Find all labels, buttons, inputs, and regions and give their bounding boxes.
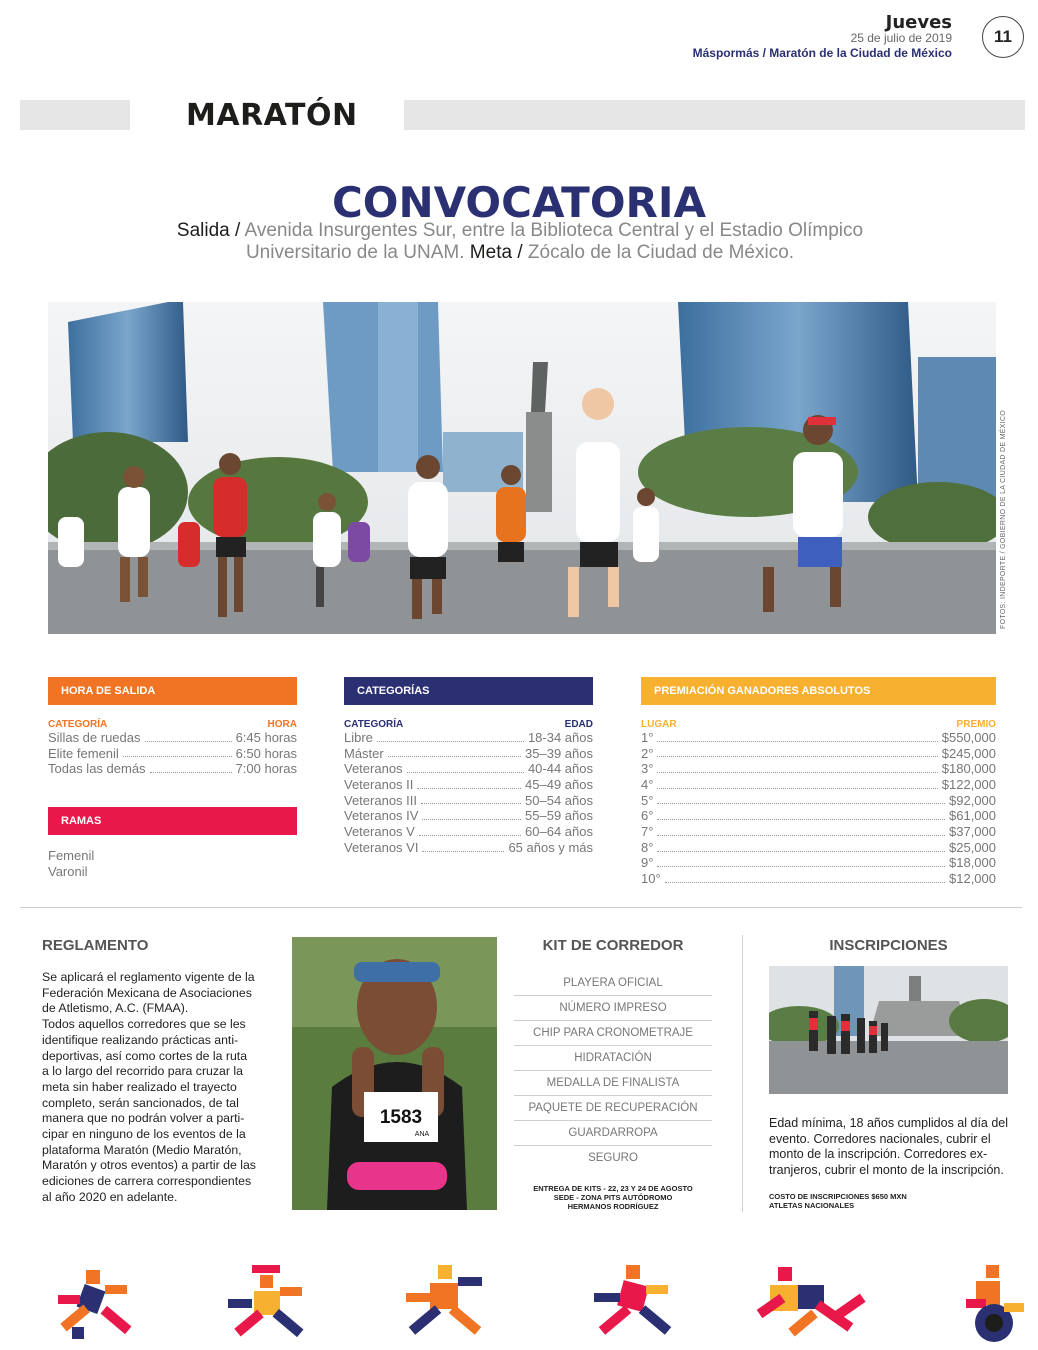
hora-salida-box — [48, 677, 297, 777]
hora-salida-colhead — [48, 719, 297, 730]
table-row — [48, 746, 297, 762]
col-categoria: CATEGORÍA — [48, 719, 108, 730]
col-hora: HORA — [267, 719, 297, 730]
kit-item: CHIP PARA CRONOMETRAJE — [514, 1021, 712, 1046]
reglamento-title: REGLAMENTO — [42, 937, 149, 954]
table-row — [344, 777, 593, 793]
leader-dots — [145, 741, 232, 742]
text-line: deportivas, así como cortes de la ruta — [42, 1048, 248, 1063]
row-label: Veteranos II — [344, 777, 414, 793]
header-day: Jueves — [885, 12, 952, 33]
table-row — [344, 761, 593, 777]
row-value: 18-34 años — [527, 729, 593, 745]
section-bar-left — [20, 100, 130, 130]
ramas-item: Femenil — [48, 848, 95, 863]
table-row — [641, 808, 996, 824]
row-value: 60–64 años — [525, 824, 593, 840]
leader-dots — [657, 851, 945, 852]
table-row — [641, 746, 996, 762]
leader-dots — [150, 772, 232, 773]
row-label: 7° — [641, 824, 654, 840]
row-value: 6:50 horas — [235, 745, 297, 761]
categorias-rows — [344, 730, 593, 856]
leader-dots — [123, 756, 232, 757]
row-label: Veteranos III — [344, 792, 417, 808]
wheelchair-pictogram-icon — [960, 1263, 1030, 1345]
leader-dots — [417, 788, 521, 789]
text-line: al año 2020 en adelante. — [42, 1189, 178, 1204]
row-value: 55–59 años — [525, 808, 593, 824]
table-row — [344, 808, 593, 824]
row-label: Elite femenil — [48, 745, 119, 761]
table-row — [641, 871, 996, 887]
col-edad: EDAD — [564, 719, 593, 730]
text-line: manera que no podrán volver a parti- — [42, 1111, 245, 1126]
row-value: $180,000 — [941, 761, 996, 777]
row-value: $245,000 — [941, 745, 996, 761]
runner-pictogram-icon — [222, 1263, 312, 1345]
categorias-colhead — [344, 719, 593, 730]
row-value: $61,000 — [949, 808, 996, 824]
col-lugar: LUGAR — [641, 719, 677, 730]
text-line: Se aplicará el reglamento vigente de la — [42, 970, 255, 984]
row-label: Veteranos — [344, 761, 403, 777]
row-label: 8° — [641, 839, 654, 855]
ramas-item: Varonil — [48, 864, 88, 879]
text-line: tranjeros, cubrir el monto de la inscripción. — [769, 1163, 1004, 1178]
leader-dots — [422, 819, 521, 820]
kit-note — [514, 1184, 712, 1211]
hora-salida-rows — [48, 730, 297, 777]
divider — [20, 907, 1022, 908]
table-row — [48, 761, 297, 777]
row-value: $122,000 — [941, 777, 996, 793]
salida-label: Salida / — [176, 220, 241, 241]
row-value: $37,000 — [949, 824, 996, 840]
runner-bib-name: ANA — [414, 1131, 430, 1138]
text-line: Edad mínima, 18 años cumplidos al día del — [769, 1116, 1009, 1130]
leader-dots — [657, 866, 945, 867]
header-section: Máspormás / Maratón de la Ciudad de México — [692, 46, 952, 60]
leader-dots — [421, 803, 521, 804]
table-row — [344, 746, 593, 762]
row-label: 3° — [641, 761, 654, 777]
col-premio: PREMIO — [956, 719, 996, 730]
runner-pictogram-icon — [588, 1263, 680, 1345]
table-row — [641, 777, 996, 793]
subtitle-line-1 — [60, 220, 980, 242]
leader-dots — [422, 851, 504, 852]
kit-item: PAQUETE DE RECUPERACIÓN — [514, 1096, 712, 1121]
section-title: MARATÓN — [186, 98, 358, 133]
leader-dots — [419, 835, 521, 836]
kit-note-line: ENTREGA DE KITS - 22, 23 Y 24 DE AGOSTO — [533, 1184, 693, 1193]
leader-dots — [657, 788, 937, 789]
row-label: Libre — [344, 729, 373, 745]
meta-text: Zócalo de la Ciudad de México. — [527, 242, 795, 263]
column-divider — [742, 935, 743, 1212]
row-label: Veteranos IV — [344, 808, 419, 824]
row-value: 65 años y más — [508, 839, 593, 855]
leader-dots — [377, 741, 524, 742]
table-row — [641, 856, 996, 872]
row-value: $18,000 — [949, 855, 996, 871]
subtitle-line-2 — [60, 242, 980, 264]
table-row — [344, 730, 593, 746]
text-line: plataforma Maratón (Medio Maratón, — [42, 1142, 242, 1157]
meta-label: Meta / — [469, 242, 523, 263]
row-label: Veteranos VI — [344, 839, 419, 855]
row-value: 35–39 años — [525, 745, 593, 761]
kit-item: HIDRATACIÓN — [514, 1046, 712, 1071]
ramas-box — [48, 807, 297, 880]
row-label: 5° — [641, 792, 654, 808]
section-bar-right — [404, 100, 1025, 130]
kit-item: PLAYERA OFICIAL — [514, 971, 712, 996]
leader-dots — [657, 772, 937, 773]
table-row — [641, 840, 996, 856]
row-label: 6° — [641, 808, 654, 824]
categorias-title: CATEGORÍAS — [344, 677, 593, 705]
leader-dots — [657, 819, 945, 820]
kit-title: KIT DE CORREDOR — [542, 937, 684, 954]
leader-dots — [657, 835, 945, 836]
page-number: 11 — [982, 16, 1024, 58]
text-line: completo, serán sancionados, de tal — [42, 1095, 239, 1110]
row-label: Máster — [344, 745, 384, 761]
row-value: 40-44 años — [527, 761, 593, 777]
runner-photo — [292, 937, 497, 1210]
leader-dots — [388, 756, 521, 757]
photo-credit: FOTOS: INDEPORTE / GOBIERNO DE LA CIUDAD DE MÉXICO — [1000, 410, 1007, 629]
row-value: $25,000 — [949, 839, 996, 855]
table-row — [344, 793, 593, 809]
premiacion-rows — [641, 730, 996, 887]
kit-note-line: HERMANOS RODRÍGUEZ — [567, 1202, 659, 1211]
col-categoria: CATEGORÍA — [344, 719, 404, 730]
kit-note-line: SEDE - ZONA PITS AUTÓDROMO — [553, 1193, 673, 1202]
table-row — [48, 730, 297, 746]
row-label: Sillas de ruedas — [48, 729, 141, 745]
runner-pictogram-icon — [50, 1265, 140, 1345]
premiacion-title: PREMIACIÓN GANADORES ABSOLUTOS — [641, 677, 996, 705]
inscripciones-note-line: ATLETAS NACIONALES — [769, 1201, 855, 1210]
row-label: 4° — [641, 777, 654, 793]
inscripciones-note-line: COSTO DE INSCRIPCIONES $650 MXN — [769, 1192, 907, 1201]
table-row — [641, 824, 996, 840]
kit-item: MEDALLA DE FINALISTA — [514, 1071, 712, 1096]
row-value: 6:45 horas — [235, 729, 297, 745]
leader-dots — [657, 803, 945, 804]
leader-dots — [657, 756, 937, 757]
text-line: Federación Mexicana de Asociaciones — [42, 985, 252, 1000]
row-value: $92,000 — [949, 792, 996, 808]
ramas-title: RAMAS — [48, 807, 297, 835]
table-row — [641, 793, 996, 809]
marathon-photo — [48, 302, 996, 634]
row-label: 1° — [641, 729, 654, 745]
text-line: a lo largo del recorrido para cruzar la — [42, 1064, 243, 1079]
text-line: identifique realizando prácticas anti- — [42, 1032, 239, 1047]
inscripciones-note — [769, 1192, 1010, 1210]
row-label: 10° — [641, 871, 661, 887]
text-line: evento. Corredores nacionales, cubrir el — [769, 1131, 991, 1146]
kit-item: GUARDARROPA — [514, 1121, 712, 1146]
table-row — [344, 840, 593, 856]
kit-list — [514, 971, 712, 1170]
row-value: 45–49 años — [525, 777, 593, 793]
row-value: $12,000 — [949, 871, 996, 887]
text-line: Maratón y otros eventos) a partir de las — [42, 1158, 256, 1173]
table-row — [641, 730, 996, 746]
salida-text: Avenida Insurgentes Sur, entre la Biblioteca Central y el Estadio Olímpico — [244, 220, 864, 241]
text-line: Todos aquellos corredores que se les — [42, 1017, 246, 1032]
row-value: 50–54 años — [525, 792, 593, 808]
leader-dots — [665, 882, 945, 883]
categorias-box — [344, 677, 593, 856]
hora-salida-title: HORA DE SALIDA — [48, 677, 297, 705]
text-line: de Atletismo, A.C. (FMAA). — [42, 1001, 189, 1016]
text-line: cipar en ninguno de los eventos de la — [42, 1127, 246, 1142]
table-row — [641, 761, 996, 777]
kit-item: SEGURO — [588, 1152, 638, 1164]
reglamento-text — [42, 970, 270, 1206]
leader-dots — [657, 741, 937, 742]
inscripciones-title: INSCRIPCIONES — [829, 937, 948, 954]
table-row — [344, 824, 593, 840]
row-value: $550,000 — [941, 729, 996, 745]
premiacion-box — [641, 677, 996, 887]
row-label: 9° — [641, 855, 654, 871]
inscripciones-photo — [769, 966, 1008, 1094]
kit-item: NÚMERO IMPRESO — [514, 996, 712, 1021]
premiacion-colhead — [641, 719, 996, 730]
text-line: ediciones de carrera correspondientes — [42, 1174, 252, 1189]
text-line: monto de la inscripción. Corredores ex- — [769, 1147, 988, 1162]
header-date: 25 de julio de 2019 — [850, 31, 952, 45]
runner-pictogram-icon — [398, 1263, 490, 1345]
salida-text-2: Universitario de la UNAM. — [245, 242, 465, 263]
leader-dots — [407, 772, 524, 773]
row-value: 7:00 horas — [235, 761, 297, 777]
headline: CONVOCATORIA — [331, 178, 707, 227]
row-label: Veteranos V — [344, 824, 415, 840]
inscripciones-text — [769, 1116, 1010, 1179]
row-label: 2° — [641, 745, 654, 761]
row-label: Todas las demás — [48, 761, 146, 777]
runner-bib-number: 1583 — [379, 1107, 423, 1128]
runners-group-pictogram-icon — [752, 1263, 872, 1345]
text-line: meta sin haber realizado el trayecto — [42, 1079, 237, 1094]
